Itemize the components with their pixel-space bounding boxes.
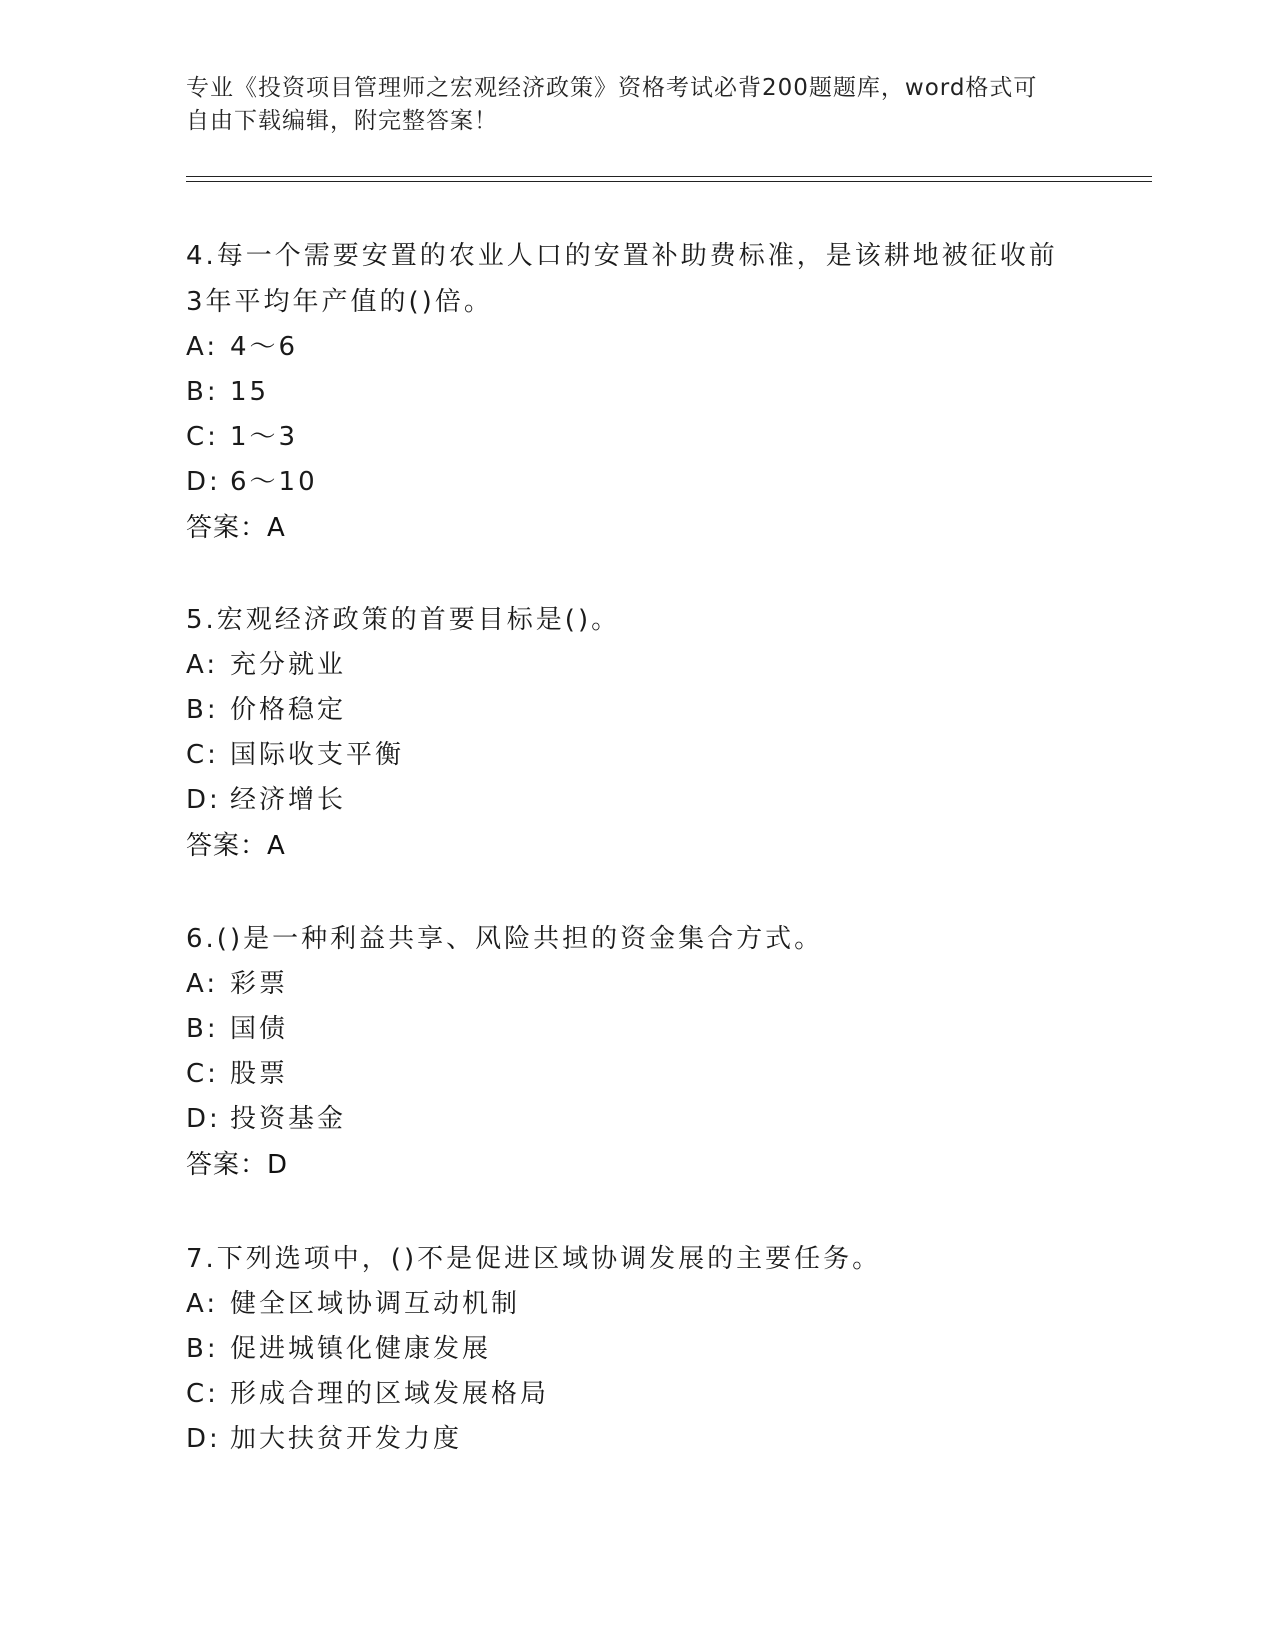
option-text: 1～3 xyxy=(230,422,299,452)
option-text: 15 xyxy=(230,377,270,407)
option-letter: A: xyxy=(186,650,219,680)
question-7 xyxy=(186,1236,1086,1462)
option-letter: D: xyxy=(186,1424,221,1454)
option-text: 健全区域协调互动机制 xyxy=(230,1289,521,1319)
option-d xyxy=(186,460,1086,505)
option-letter: D: xyxy=(186,467,221,497)
question-stem-line-1: 7.下列选项中，()不是促进区域协调发展的主要任务。 xyxy=(186,1244,882,1274)
option-letter: A: xyxy=(186,969,219,999)
option-letter: B: xyxy=(186,1334,219,1364)
option-text: 投资基金 xyxy=(230,1104,347,1134)
option-letter: D: xyxy=(186,1104,221,1134)
option-text: 4～6 xyxy=(230,332,299,362)
question-6 xyxy=(186,916,1086,1188)
option-c xyxy=(186,1052,1086,1097)
question-stem-line-1: 4.每一个需要安置的农业人口的安置补助费标准，是该耕地被征收前 xyxy=(186,241,1058,271)
option-text: 6～10 xyxy=(230,467,318,497)
option-letter: C: xyxy=(186,422,219,452)
option-a xyxy=(186,325,1086,370)
option-a xyxy=(186,962,1086,1007)
answer-line: 答案：A xyxy=(186,513,286,543)
option-letter: B: xyxy=(186,1014,219,1044)
question-5 xyxy=(186,597,1086,869)
answer-line: 答案：A xyxy=(186,831,286,861)
option-a xyxy=(186,643,1086,688)
header-line-2: 自由下载编辑，附完整答案！ xyxy=(186,108,498,134)
option-letter: C: xyxy=(186,1379,219,1409)
option-text: 彩票 xyxy=(230,969,289,999)
option-letter: D: xyxy=(186,785,221,815)
question-4 xyxy=(186,233,1086,551)
option-letter: B: xyxy=(186,695,219,725)
question-stem-line-1: 6.()是一种利益共享、风险共担的资金集合方式。 xyxy=(186,924,824,954)
option-b xyxy=(186,1327,1086,1372)
question-stem-line-1: 5.宏观经济政策的首要目标是()。 xyxy=(186,605,621,635)
option-d xyxy=(186,1097,1086,1142)
option-text: 股票 xyxy=(230,1059,289,1089)
option-text: 国际收支平衡 xyxy=(230,740,405,770)
option-d xyxy=(186,778,1086,823)
option-text: 国债 xyxy=(230,1014,289,1044)
option-letter: C: xyxy=(186,1059,219,1089)
option-text: 经济增长 xyxy=(230,785,347,815)
option-b xyxy=(186,688,1086,733)
option-letter: A: xyxy=(186,1289,219,1319)
option-letter: A: xyxy=(186,332,219,362)
option-b xyxy=(186,1007,1086,1052)
option-c xyxy=(186,1372,1086,1417)
option-c xyxy=(186,415,1086,460)
option-text: 加大扶贫开发力度 xyxy=(230,1424,463,1454)
option-text: 促进城镇化健康发展 xyxy=(230,1334,492,1364)
document-header xyxy=(186,72,1086,138)
option-a xyxy=(186,1282,1086,1327)
header-line-1: 专业《投资项目管理师之宏观经济政策》资格考试必背200题题库，word格式可 xyxy=(186,75,1038,101)
option-letter: B: xyxy=(186,377,219,407)
option-text: 充分就业 xyxy=(230,650,347,680)
option-d xyxy=(186,1417,1086,1462)
option-letter: C: xyxy=(186,740,219,770)
option-text: 形成合理的区域发展格局 xyxy=(230,1379,550,1409)
question-stem-line-2: 3年平均年产值的()倍。 xyxy=(186,287,493,317)
option-text: 价格稳定 xyxy=(230,695,347,725)
answer-line: 答案：D xyxy=(186,1150,289,1180)
option-b xyxy=(186,370,1086,415)
option-c xyxy=(186,733,1086,778)
header-divider-top xyxy=(186,176,1152,177)
header-divider-bottom xyxy=(186,181,1152,182)
